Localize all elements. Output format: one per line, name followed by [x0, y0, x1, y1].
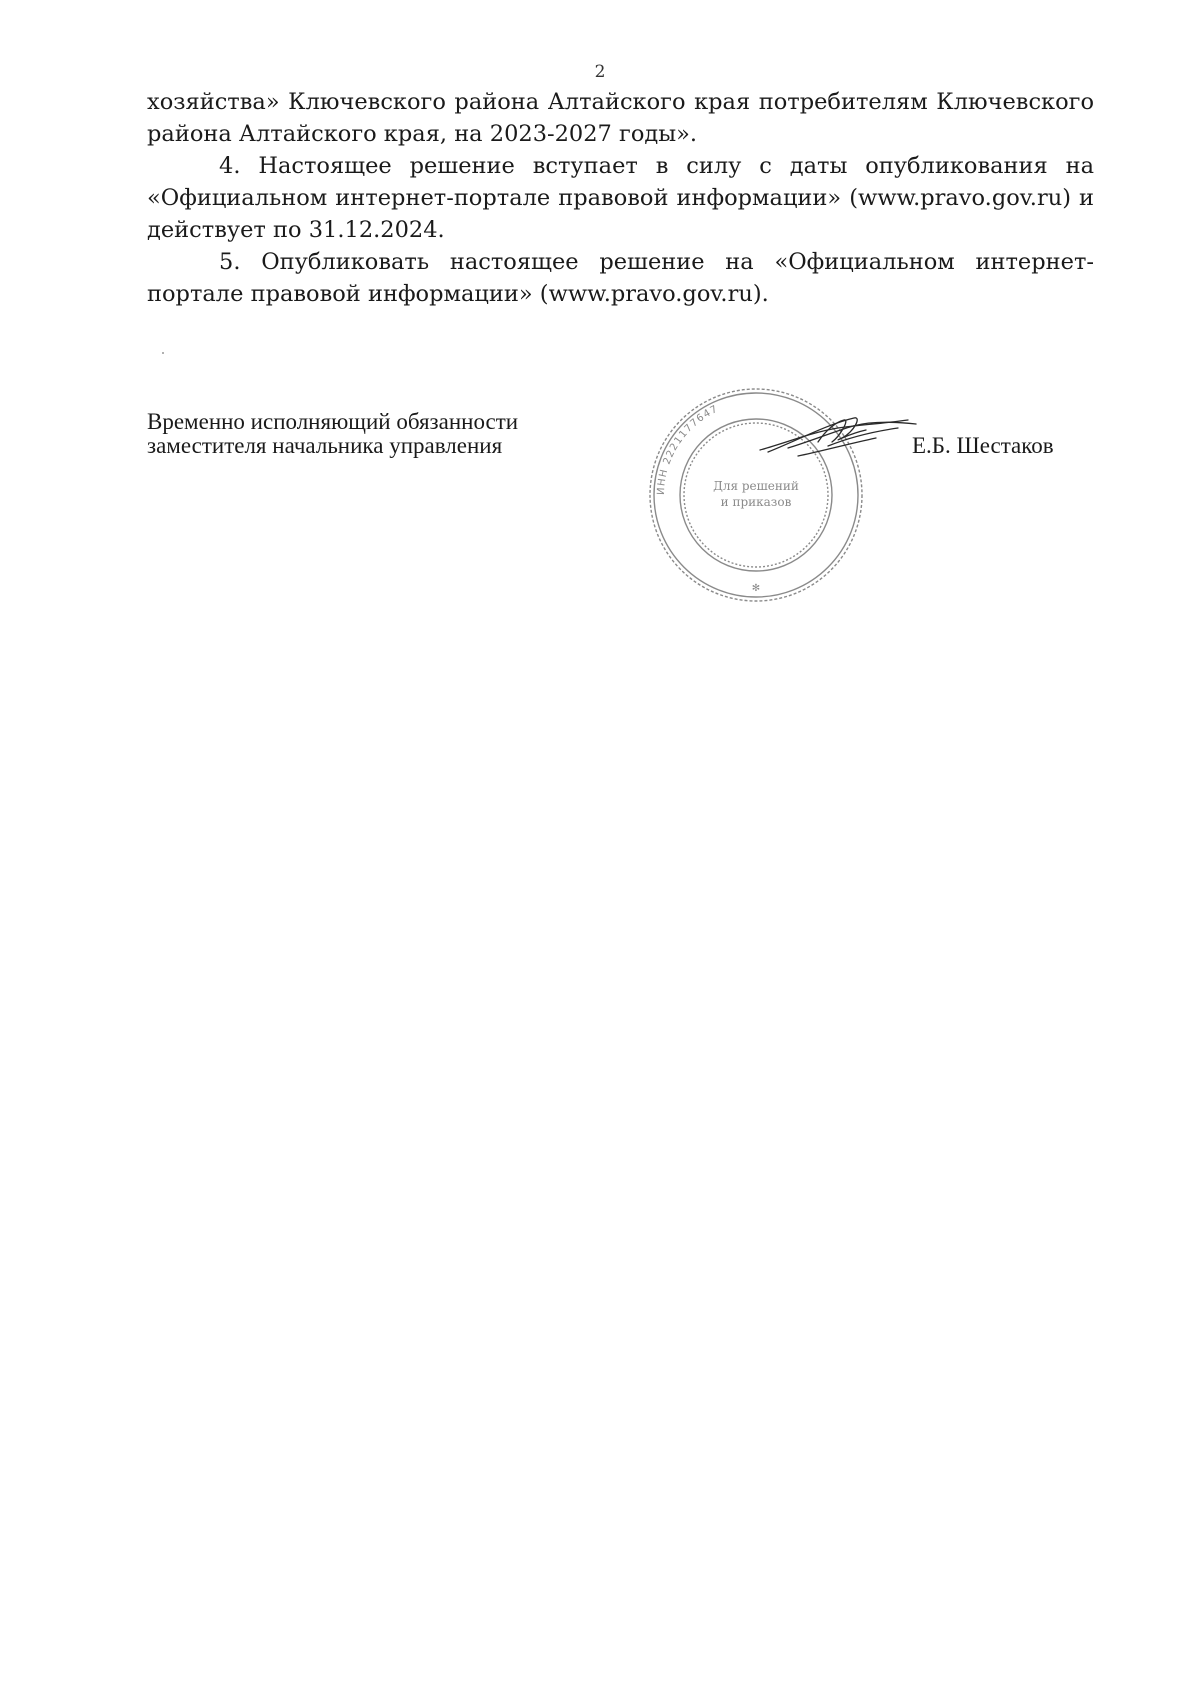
svg-text:✻: ✻ — [751, 583, 761, 594]
seal-inn-text: ИНН 2221177647 — [655, 403, 721, 496]
svg-text:ИНН 2221177647 — [656, 404, 720, 496]
document-body — [147, 86, 1094, 310]
page-number: 2 — [594, 62, 606, 82]
position-line-1: Временно исполняющий обязанности — [147, 409, 519, 434]
signer-name: Е.Б. Шестаков — [912, 433, 1054, 458]
seal-inner-line-1: Для решений — [713, 479, 799, 493]
seal-inner-line-2: и приказов — [720, 495, 792, 509]
handwritten-signature-icon — [758, 412, 918, 462]
scan-speck — [162, 352, 164, 354]
paragraph-item-5: 5. Опубликовать настоящее решение на «Официальном интернет-портале правовой информации» (www.pravo.gov.ru). — [147, 249, 1094, 307]
signatory-position — [147, 410, 518, 458]
position-line-2: заместителя начальника управления — [147, 433, 503, 458]
paragraph-item-4: 4. Настоящее решение вступает в силу с даты опубликования на «Официальном интернет-портале правовой информации» (www.pravo.gov.ru) и действует по 31.12.2024. — [147, 153, 1094, 243]
paragraph-continuation: хозяйства» Ключевского района Алтайского края потребителям Ключевского района Алтайского края, на 2023-2027 годы». — [147, 89, 1094, 147]
